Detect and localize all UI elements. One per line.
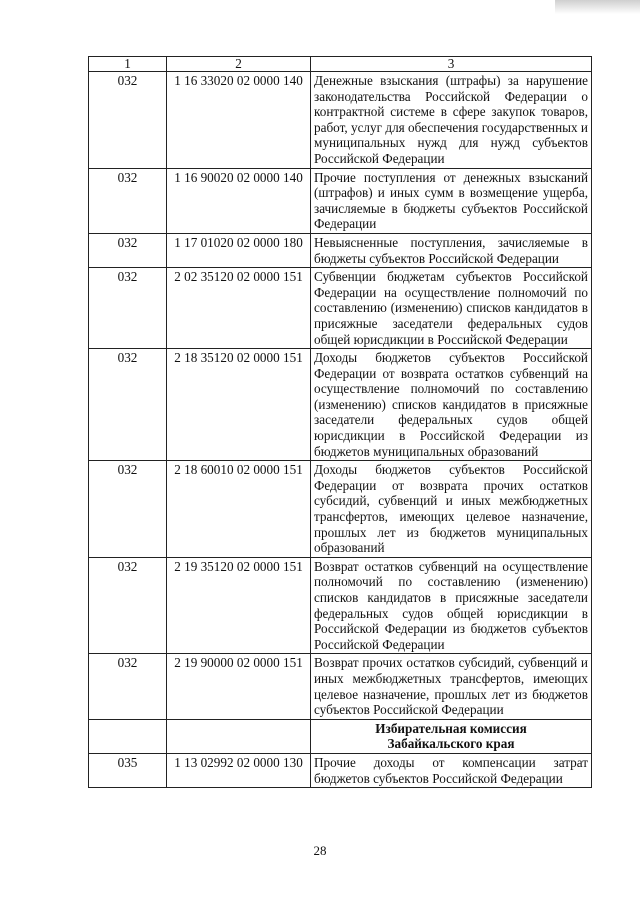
description-cell: Доходы бюджетов субъектов Российской Федерации от возврата остатков субвенций на осуществление полномочий по составлению (изменению) списков кандидатов в присяжные заседатели федеральных судов общей юрисдикции в Российской Федерации из бюджетов муниципальных образований	[311, 349, 592, 461]
table-row	[89, 654, 592, 719]
description-cell: Субвенции бюджетам субъектов Российской Федерации на осуществление полномочий по составлению (изменению) списков кандидатов в присяжные заседатели федеральных судов общей юрисдикции в Российской Федерации	[311, 268, 592, 349]
section-title-line-2: Забайкальского края	[387, 736, 515, 752]
budget-code-cell: 2 18 60010 02 0000 151	[167, 461, 311, 558]
description-cell: Прочие доходы от компенсации затрат бюджетов субъектов Российской Федерации	[311, 753, 592, 787]
header-col-3: 3	[311, 57, 592, 72]
budget-code-cell: 1 16 90020 02 0000 140	[167, 168, 311, 233]
section-title	[311, 719, 592, 753]
scan-edge-mark	[555, 0, 640, 14]
description-cell: Возврат прочих остатков субсидий, субвенций и иных межбюджетных трансфертов, имеющих целевое назначение, прошлых лет из бюджетов субъектов Российской Федерации	[311, 654, 592, 719]
budget-code-cell: 2 19 35120 02 0000 151	[167, 557, 311, 654]
empty-cell	[89, 719, 167, 753]
budget-code-cell: 1 16 33020 02 0000 140	[167, 72, 311, 169]
header-col-2: 2	[167, 57, 311, 72]
admin-code-cell: 035	[89, 753, 167, 787]
admin-code-cell: 032	[89, 268, 167, 349]
description-cell: Возврат остатков субвенций на осуществление полномочий по составлению (изменению) списков кандидатов в присяжные заседатели федеральных судов общей юрисдикции в Российской Федерации из бюджетов субъектов Российской Федерации	[311, 557, 592, 654]
description-cell: Невыясненные поступления, зачисляемые в бюджеты субъектов Российской Федерации	[311, 233, 592, 267]
budget-code-cell: 1 13 02992 02 0000 130	[167, 753, 311, 787]
description-cell: Прочие поступления от денежных взысканий (штрафов) и иных сумм в возмещение ущерба, зачисляемые в бюджеты субъектов Российской Федерации	[311, 168, 592, 233]
admin-code-cell: 032	[89, 654, 167, 719]
table-header-row	[89, 57, 592, 72]
table-row	[89, 753, 592, 787]
table-row	[89, 461, 592, 558]
table-row	[89, 349, 592, 461]
admin-code-cell: 032	[89, 557, 167, 654]
table-row	[89, 72, 592, 169]
admin-code-cell: 032	[89, 233, 167, 267]
empty-cell	[167, 719, 311, 753]
table-row	[89, 233, 592, 267]
admin-code-cell: 032	[89, 461, 167, 558]
table-row	[89, 557, 592, 654]
page-number: 28	[313, 843, 327, 858]
description-cell: Доходы бюджетов субъектов Российской Федерации от возврата прочих остатков субсидий, субвенций и иных межбюджетных трансфертов, имеющих целевое назначение, прошлых лет из бюджетов муниципальных образований	[311, 461, 592, 558]
admin-code-cell: 032	[89, 72, 167, 169]
section-header-row	[89, 719, 592, 753]
header-col-1: 1	[89, 57, 167, 72]
budget-code-cell: 2 19 90000 02 0000 151	[167, 654, 311, 719]
admin-code-cell: 032	[89, 168, 167, 233]
table-row	[89, 168, 592, 233]
budget-code-cell: 2 18 35120 02 0000 151	[167, 349, 311, 461]
admin-code-cell: 032	[89, 349, 167, 461]
budget-code-cell: 1 17 01020 02 0000 180	[167, 233, 311, 267]
revenue-codes-table	[88, 56, 592, 788]
description-cell: Денежные взыскания (штрафы) за нарушение законодательства Российской Федерации о контрактной системе в сфере закупок товаров, работ, услуг для обеспечения государственных и муниципальных нужд для нужд субъектов Российской Федерации	[311, 72, 592, 169]
table-row	[89, 268, 592, 349]
budget-code-cell: 2 02 35120 02 0000 151	[167, 268, 311, 349]
section-title-line-1: Избирательная комиссия	[375, 720, 527, 736]
